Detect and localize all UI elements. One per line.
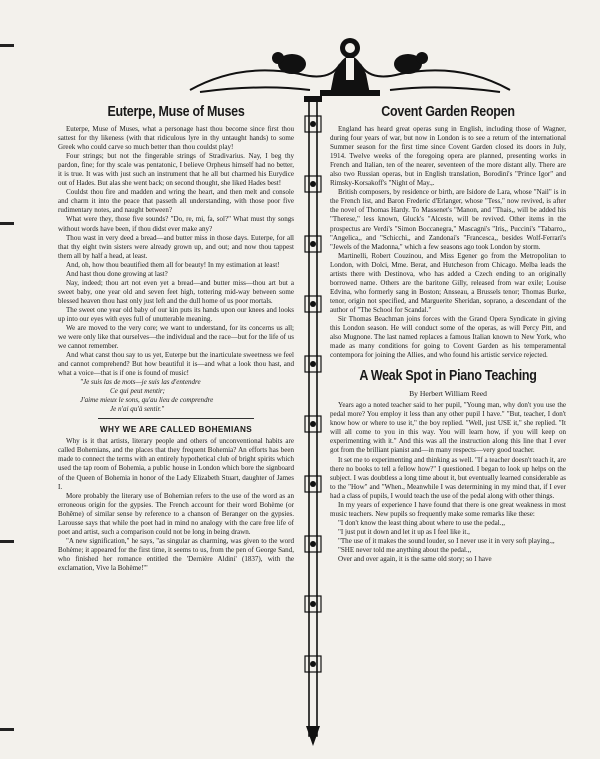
paragraph: Thou wast in very deed a bread—and butter miss in those days. Euterpe, for all that thy eight twin sisters were already grown up, and out; and now thou tappest them all by half a head, at least. xyxy=(58,233,294,260)
paragraph: "SHE never told me anything about the pedal.,, xyxy=(338,545,472,554)
french-poem xyxy=(80,378,294,414)
paragraph: Years ago a noted teacher said to her pupil, "Young man, why don't you use the pedal more? You employ it less than any other pupil I have." "But, teacher, I don't know how or where to use it," the boy replied. "Well, just USE it," she replied. "It will all come to you in this way. You will learn how, if you will keep on experimenting with it." And this was all the instruction along this line that I ever got from the brilliant pianist and—in many respects—very good teacher. xyxy=(330,401,566,455)
binding-hole xyxy=(0,540,14,543)
column-divider xyxy=(300,96,326,748)
paragraph: British composers, by residence or birth, are Isidore de Lara, whose "Nail" is in the French list, and Baron Frederic d'Erlanger, whose "Tess," now revived, is after the novel of Thomas Hardy. To Massenet's "Manon, and "Thais,, will be added his "Therese," less known, Gluck's "Alceste, will be revived. Other items in the prospectus are Verdi's "Simon Boccanegra," Mascagni's "Iris,, Puccini's "Tabarro,, "Angelica,, and "Schicchi,, and Zandonai's "Francesca,, besides Wolf-Ferrari's "Jewels of the Madonna," which a few seasons ago took London by storm. xyxy=(330,188,566,251)
poem-line: Je n'ai qu'à sentir." xyxy=(110,405,165,414)
paragraph: "I don't know the least thing about where to use the pedal.,, xyxy=(338,518,505,527)
paragraph: Euterpe, Muse of Muses, what a personage hast thou become since first thou sattest for thy likeness (with that ridiculous lyre in thy untaught hands) to some Greek who could carve so much better than thou couldst play! xyxy=(58,125,294,152)
paragraph: Martinelli, Robert Couzinou, and Miss Egener go from the Metropolitan to London, with Dolci, Mme. Berat, and Hutcheson from Chicago. Melba leads the artists there with Destinova, who has added a Czech ending to an originally borrowed name. Others are the baritone Gilly, released from war exile; Louise Edvina, who formerly sang in Boston; Ansseau, a Brussels tenor; Thomas Burke, tenor, origin not specified, and Marguerite Sheridan, soprano, a descendant of the author of "The School for Scandal." xyxy=(330,251,566,314)
paragraph: Sir Thomas Beachman joins forces with the Grand Opera Syndicate in giving this London season. He will conduct some of the operas, as will Percy Pitt, and also Mugnone. The last named replaces a famous Italian known to New York, who made as many conditions for going to Covent Garden as his temperamental contempora for joining the Allies, and who found his artistic service rejected. xyxy=(330,314,566,360)
paragraph: The sweet one year old baby of our kin puts its hands upon our knees and looks up into our eyes with eyes full of unutterable meaning. xyxy=(58,305,294,323)
paragraph: Four strings; but not the fingerable strings of Stradivarius. Nay, I beg thy pardon, fine; for thy scale was pentatonic, I believe Orpheus himself had no better, it is true. It was with just such an instrument that he all but charmed his Eurydice out of Hades. But alas she went back; on second thought, she liked Hades best! xyxy=(58,152,294,188)
left-column xyxy=(58,104,294,752)
paragraph: England has heard great operas sung in English, including those of Wagner, during four years of war, but now in London is to see a return of the international Summer season for the first time since Covent Garden closed its doors in July, 1914. Twelve weeks of the foregoing opera are planned, presenting works in French and Italian, ten of the nearer, seventeen of the more distant ally. There are also two Russian operas, but in English translation, Borodini's "Prince Igor" and Rimsky-Korsakoff's "Night of May.,. xyxy=(330,125,566,188)
bohemians-subhead: WHY WE ARE CALLED BOHEMIANS xyxy=(99,425,253,435)
paragraph: Nay, indeed; thou art not even yet a bread—and butter miss—thou art but a sweet baby, one year old and seven feet high, tottering mid-way between some blessed heaven thou hast only just left and the dull home of us poor mortals. xyxy=(58,278,294,305)
paragraph: "A new signification," he says, "as singular as charming, was given to the word Bohème; it appeared for the first time, it seems to us, from the pen of George Sand, who finished her romance entitled the 'Dernière Aldini' (1837), with the exclamation, Vive la Bohème!'" xyxy=(58,536,294,572)
paragraph: Over and over again, it is the same old story; so I have xyxy=(338,555,492,564)
section-rule xyxy=(98,418,254,419)
binding-hole xyxy=(0,44,14,47)
covent-garden-headline: Covent Garden Reopen xyxy=(381,104,515,120)
paragraph: We are moved to the very core; we want to understand, for its concerns us all; we were only like that ourselves—the individual and the race—but for the life of us we cannot remember. xyxy=(58,324,294,351)
paragraph: "The use of it makes the sound louder, so I never use it in very soft playing.,, xyxy=(338,536,555,545)
paragraph: It set me to experimenting and thinking as well. "If a teacher doesn't teach it, are there no books to tell a fellow how?" I questioned. I began to look up helps on the subject. I was doubtless a long time about it, but eventually learned considerable as to the "How" and "When., Meanwhile I was determining in my mind that, if I ever had a class of pupils, I would teach the use of the pedal along with other things. xyxy=(330,455,566,500)
binding-hole xyxy=(0,728,14,731)
paragraph: And what canst thou say to us yet, Euterpe but the inarticulate sweetness we feel and cannot comprehend? But how beautiful it is—and what a look thou hast, and what a voice—that is if one is found of music! xyxy=(58,351,294,378)
poem-line: Ce qui peut mentir; xyxy=(110,387,165,396)
byline: By Herbert William Reed xyxy=(409,389,487,399)
paragraph: What were they, those five sounds? "Do, re, mi, fa, sol?" What must thy songs without words have been, if thou didst ever make any? xyxy=(58,215,294,233)
paragraph: "I just put it down and let it up as I feel like it., xyxy=(338,527,470,536)
paragraph: And, oh, how thou beautified them all for beauty! In my estimation at least! xyxy=(66,260,280,269)
euterpe-headline: Euterpe, Muse of Muses xyxy=(107,104,245,120)
paragraph: Couldst thou fire and madden and wring the heart, and then melt and console and charm it into the peace that passeth all understanding, with those poor five rudimentary notes, and naught between? xyxy=(58,188,294,215)
ornamental-header xyxy=(180,34,520,98)
binding-hole xyxy=(0,222,14,225)
paragraph: More probably the literary use of Bohemian refers to the use of the word as an erroneous origin for the gypsies. The French account for their word Bohème (or Bohême) of similar sense by reference to a chanson of Beranger on the gypsies. Larousse says that while the poet had in mind no analogy with the care free life of poet and artist, such a comparison could not be long in being drawn. xyxy=(58,491,294,536)
piano-teaching-headline: A Weak Spot in Piano Teaching xyxy=(359,368,537,385)
paragraph: Why is it that artists, literary people and others of unconventional habits are called Bohemians, and the places that they frequent Bohemia? An efforts has been made to connect the terms with an entirely hypothetical club of bright spirits which used the tap room of Bohemia, a public house in London which bore the signboard of the Queen of Bohemia in honor of the Lady Elizabeth Stuart, daughter of James I. xyxy=(58,437,294,491)
poem-line: "Je suis las de mots—je suis las d'entendre xyxy=(80,378,201,387)
paragraph: In my years of experience I have found that there is one great weakness in most music teachers. New pupils so frequently make some remarks like these: xyxy=(330,500,566,518)
right-column xyxy=(330,104,566,752)
poem-line: J'aime mieux le sons, qu'au lieu de comprendre xyxy=(80,396,214,405)
paragraph: And hast thou done growing at last? xyxy=(66,269,168,278)
